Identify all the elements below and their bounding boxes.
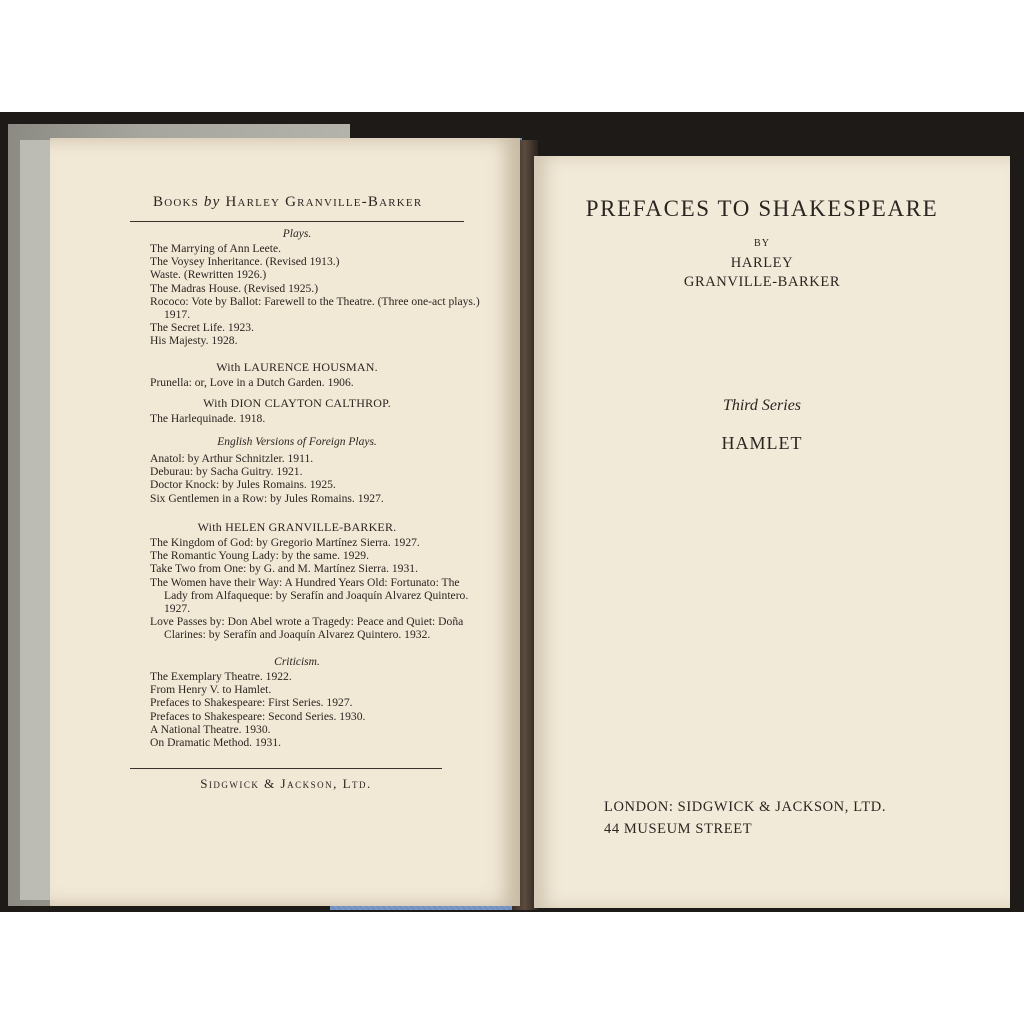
- imprint-line-1: LONDON: SIDGWICK & JACKSON, LTD.: [604, 799, 887, 815]
- author-name: [534, 254, 990, 292]
- list-item: The Exemplary Theatre. 1922.: [150, 670, 292, 683]
- bibliography-heading: [153, 194, 422, 211]
- list-item: Waste. (Rewritten 1926.): [150, 268, 267, 282]
- imprint: [604, 796, 886, 840]
- list-item: Prefaces to Shakespeare: First Series. 1927.: [150, 696, 353, 710]
- list-item: The Kingdom of God: by Gregorio Martínez Sierra. 1927.: [150, 536, 420, 549]
- criticism-list: [150, 670, 480, 749]
- list-item: The Madras House. (Revised 1925.): [150, 281, 319, 295]
- heading-books: Books: [153, 194, 199, 210]
- imprint-line-2: 44 MUSEUM STREET: [604, 821, 753, 837]
- list-item: From Henry V. to Hamlet.: [150, 683, 272, 697]
- list-item: The Voysey Inheritance. (Revised 1913.): [150, 255, 340, 269]
- bottom-rule: [130, 768, 442, 769]
- plays-list: [150, 242, 480, 348]
- section-title-plays: Plays.: [282, 228, 312, 240]
- title-page: [534, 156, 1010, 908]
- section-title-calthrop: With DION CLAYTON CALTHROP.: [203, 396, 391, 410]
- left-page: [50, 138, 520, 906]
- list-item: His Majesty. 1928.: [150, 334, 238, 348]
- list-item: The Romantic Young Lady: by the same. 1929.: [150, 549, 369, 563]
- section-title-helen: With HELEN GRANVILLE-BARKER.: [197, 520, 397, 534]
- list-item: The Marrying of Ann Leete.: [150, 242, 282, 255]
- list-item: On Dramatic Method. 1931.: [150, 736, 282, 750]
- author-line-2: GRANVILLE-BARKER: [683, 274, 841, 290]
- play-title: HAMLET: [721, 433, 803, 453]
- list-item: Deburau: by Sacha Guitry. 1921.: [150, 465, 303, 479]
- list-item: Rococo: Vote by Ballot: Farewell to the Theatre. (Three one-act plays.) 1917.: [150, 294, 480, 322]
- list-item: Prefaces to Shakespeare: Second Series. 1930.: [150, 709, 366, 723]
- section-title-criticism: Criticism.: [274, 656, 320, 668]
- section-title-housman: With LAURENCE HOUSMAN.: [216, 360, 378, 374]
- list-item: Six Gentlemen in a Row: by Jules Romains. 1927.: [150, 491, 384, 505]
- series-label: Third Series: [722, 397, 802, 414]
- publisher-name: Sidgwick & Jackson, Ltd.: [200, 776, 372, 791]
- list-item: Love Passes by: Don Abel wrote a Tragedy: Peace and Quiet: Doña Clarines: by Serafín and Joaquín Alvarez Quintero. 1932.: [150, 615, 464, 642]
- list-item: A National Theatre. 1930.: [150, 722, 271, 736]
- list-item: The Women have their Way: A Hundred Years Old: Fortunato: The Lady from Alfaqueque: by Serafín and Joaquín Alvarez Quintero. 1927.: [150, 575, 469, 616]
- top-rule: [130, 221, 464, 222]
- by-line: BY: [754, 238, 770, 249]
- housman-list: [150, 376, 480, 389]
- list-item: Take Two from One: by G. and M. Martínez Sierra. 1931.: [150, 562, 418, 576]
- author-line-1: HARLEY: [730, 255, 794, 271]
- book-title: PREFACES TO SHAKESPEARE: [585, 196, 939, 221]
- section-title-foreign: English Versions of Foreign Plays.: [217, 436, 377, 448]
- foreign-list: [150, 452, 480, 505]
- list-item: The Harlequinade. 1918.: [150, 412, 266, 425]
- heading-author: Harley Granville-Barker: [225, 194, 423, 210]
- list-item: Anatol: by Arthur Schnitzler. 1911.: [150, 452, 314, 465]
- heading-by: by: [203, 194, 221, 210]
- list-item: The Secret Life. 1923.: [150, 321, 254, 335]
- list-item: Prunella: or, Love in a Dutch Garden. 1906.: [150, 376, 354, 389]
- calthrop-list: [150, 412, 480, 425]
- list-item: Doctor Knock: by Jules Romains. 1925.: [150, 478, 336, 492]
- helen-list: [150, 536, 480, 642]
